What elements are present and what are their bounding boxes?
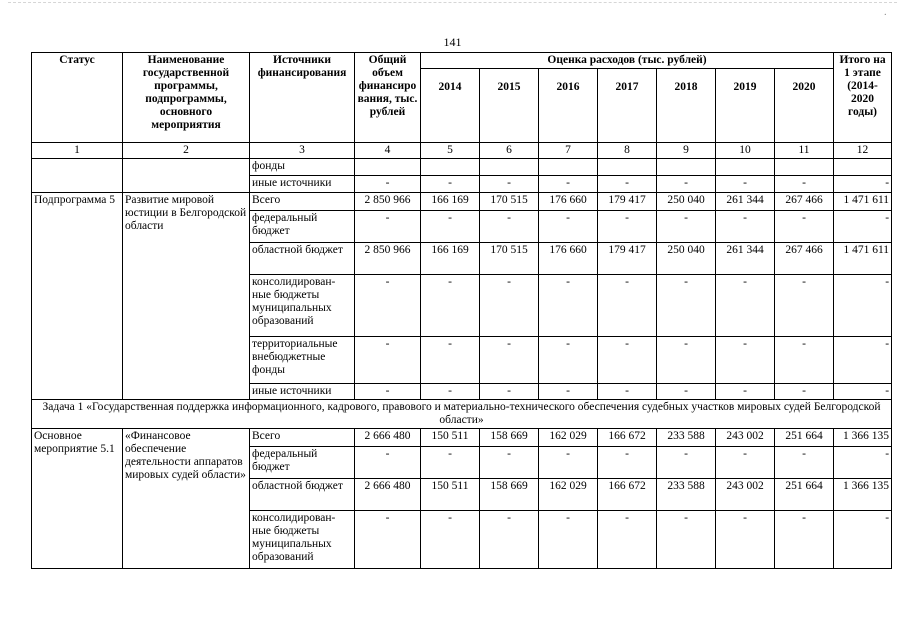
amount-cell: - (834, 275, 892, 337)
amount-cell: - (834, 447, 892, 479)
table-row (32, 159, 892, 176)
header-year: 2018 (657, 69, 716, 143)
amount-cell: - (716, 337, 775, 384)
scan-top-line (8, 2, 897, 3)
amount-cell: - (657, 211, 716, 243)
amount-cell: - (421, 447, 480, 479)
funding-source: иные источники (250, 176, 355, 193)
amount-cell: 150 511 (421, 429, 480, 447)
amount-cell: 162 029 (539, 479, 598, 511)
amount-cell: 243 002 (716, 429, 775, 447)
amount-cell: - (716, 447, 775, 479)
column-number: 1 (32, 143, 123, 159)
amount-cell: 251 664 (775, 479, 834, 511)
amount-cell: - (598, 384, 657, 400)
amount-cell (657, 159, 716, 176)
column-number: 11 (775, 143, 834, 159)
amount-cell: 179 417 (598, 193, 657, 211)
row-name (123, 159, 250, 193)
amount-cell: - (480, 384, 539, 400)
amount-cell: 1 471 611 (834, 193, 892, 211)
amount-cell: - (775, 384, 834, 400)
amount-cell: - (480, 337, 539, 384)
header-year: 2020 (775, 69, 834, 143)
header-year: 2016 (539, 69, 598, 143)
header-name: Наименование государственной программы, подпрограммы, основного мероприятия (123, 53, 250, 143)
amount-cell: - (539, 337, 598, 384)
amount-cell: - (657, 384, 716, 400)
row-status (32, 159, 123, 193)
amount-cell: - (834, 211, 892, 243)
header-year: 2014 (421, 69, 480, 143)
amount-cell: - (775, 211, 834, 243)
amount-cell (598, 159, 657, 176)
amount-cell: 2 666 480 (355, 479, 421, 511)
amount-cell: 261 344 (716, 193, 775, 211)
amount-cell: - (775, 176, 834, 193)
amount-cell: - (598, 337, 657, 384)
amount-cell: - (539, 211, 598, 243)
header-year: 2019 (716, 69, 775, 143)
funding-source: консолидирован-ные бюджеты муниципальных образований (250, 275, 355, 337)
header-year: 2017 (598, 69, 657, 143)
amount-cell: - (657, 275, 716, 337)
scan-corner-mark: · (883, 10, 887, 21)
amount-cell: - (421, 275, 480, 337)
table-row (32, 193, 892, 211)
amount-cell: - (355, 337, 421, 384)
amount-cell: - (355, 447, 421, 479)
amount-cell: - (598, 447, 657, 479)
amount-cell (355, 159, 421, 176)
amount-cell: 150 511 (421, 479, 480, 511)
amount-cell: - (775, 275, 834, 337)
amount-cell: - (598, 176, 657, 193)
amount-cell: - (716, 275, 775, 337)
header-status: Статус (32, 53, 123, 143)
amount-cell: - (716, 211, 775, 243)
amount-cell: 166 169 (421, 243, 480, 275)
amount-cell: - (355, 176, 421, 193)
column-number-row (32, 143, 892, 159)
amount-cell: - (775, 511, 834, 569)
amount-cell: - (480, 447, 539, 479)
funding-source: иные источники (250, 384, 355, 400)
task-description: Задача 1 «Государственная поддержка информационного, кадрового, правового и материально-технического обеспечения судебных участков мировых судей Белгородской области» (32, 400, 892, 429)
header-year: 2015 (480, 69, 539, 143)
amount-cell (775, 159, 834, 176)
amount-cell: - (657, 176, 716, 193)
amount-cell: 158 669 (480, 479, 539, 511)
row-status: Подпрограмма 5 (32, 193, 123, 400)
funding-source: Всего (250, 429, 355, 447)
amount-cell: - (834, 384, 892, 400)
amount-cell: - (775, 337, 834, 384)
budget-table (31, 52, 892, 569)
amount-cell: - (421, 511, 480, 569)
amount-cell: 166 672 (598, 429, 657, 447)
amount-cell: 166 672 (598, 479, 657, 511)
amount-cell: - (355, 384, 421, 400)
amount-cell: 250 040 (657, 243, 716, 275)
amount-cell: - (834, 511, 892, 569)
amount-cell: - (539, 447, 598, 479)
amount-cell: 2 850 966 (355, 243, 421, 275)
funding-source: консолидирован-ные бюджеты муниципальных образований (250, 511, 355, 569)
amount-cell: 1 366 135 (834, 429, 892, 447)
amount-cell: - (421, 211, 480, 243)
amount-cell: - (716, 511, 775, 569)
amount-cell: 170 515 (480, 243, 539, 275)
amount-cell: 267 466 (775, 193, 834, 211)
amount-cell: - (421, 176, 480, 193)
header-stage-total: Итого на 1 этапе (2014-2020 годы) (834, 53, 892, 143)
amount-cell: - (480, 211, 539, 243)
amount-cell: 2 666 480 (355, 429, 421, 447)
column-number: 2 (123, 143, 250, 159)
amount-cell: 251 664 (775, 429, 834, 447)
amount-cell: - (539, 275, 598, 337)
amount-cell: - (355, 211, 421, 243)
row-name: Развитие мировой юстиции в Белгородской области (123, 193, 250, 400)
amount-cell: - (834, 176, 892, 193)
amount-cell: - (480, 275, 539, 337)
column-number: 6 (480, 143, 539, 159)
amount-cell: 233 588 (657, 429, 716, 447)
funding-source: Всего (250, 193, 355, 211)
column-number: 10 (716, 143, 775, 159)
amount-cell (421, 159, 480, 176)
amount-cell: - (657, 337, 716, 384)
amount-cell: 2 850 966 (355, 193, 421, 211)
amount-cell: - (657, 511, 716, 569)
column-number: 7 (539, 143, 598, 159)
amount-cell: - (421, 337, 480, 384)
amount-cell: 1 471 611 (834, 243, 892, 275)
funding-source: федеральный бюджет (250, 211, 355, 243)
column-number: 3 (250, 143, 355, 159)
amount-cell: 261 344 (716, 243, 775, 275)
amount-cell (480, 159, 539, 176)
amount-cell: 250 040 (657, 193, 716, 211)
amount-cell: 1 366 135 (834, 479, 892, 511)
amount-cell: - (421, 384, 480, 400)
amount-cell: 176 660 (539, 193, 598, 211)
amount-cell: - (539, 511, 598, 569)
amount-cell: - (716, 176, 775, 193)
amount-cell (539, 159, 598, 176)
amount-cell: - (355, 511, 421, 569)
amount-cell: - (657, 447, 716, 479)
column-number: 9 (657, 143, 716, 159)
amount-cell: - (598, 275, 657, 337)
amount-cell: 243 002 (716, 479, 775, 511)
amount-cell: - (480, 176, 539, 193)
amount-cell: - (355, 275, 421, 337)
column-number: 8 (598, 143, 657, 159)
amount-cell (716, 159, 775, 176)
column-number: 4 (355, 143, 421, 159)
page-number: 141 (443, 35, 462, 49)
task-row (32, 400, 892, 429)
header-total: Общий объем финансиро вания, тыс. рублей (355, 53, 421, 143)
amount-cell: - (598, 211, 657, 243)
amount-cell: - (539, 384, 598, 400)
header-sources: Источники финансирования (250, 53, 355, 143)
amount-cell: 170 515 (480, 193, 539, 211)
amount-cell: - (834, 337, 892, 384)
amount-cell: - (480, 511, 539, 569)
amount-cell: - (775, 447, 834, 479)
amount-cell: - (598, 511, 657, 569)
amount-cell: 233 588 (657, 479, 716, 511)
amount-cell: 166 169 (421, 193, 480, 211)
funding-source: территориальные внебюджетные фонды (250, 337, 355, 384)
amount-cell: - (716, 384, 775, 400)
header-estimate: Оценка расходов (тыс. рублей) (421, 53, 834, 69)
amount-cell: 158 669 (480, 429, 539, 447)
column-number: 12 (834, 143, 892, 159)
row-name: «Финансовое обеспечение деятельности аппаратов мировых судей области» (123, 429, 250, 569)
funding-source: областной бюджет (250, 479, 355, 511)
amount-cell: 176 660 (539, 243, 598, 275)
amount-cell: 267 466 (775, 243, 834, 275)
funding-source: федеральный бюджет (250, 447, 355, 479)
table-row (32, 429, 892, 447)
amount-cell: - (539, 176, 598, 193)
funding-source: областной бюджет (250, 243, 355, 275)
funding-source: фонды (250, 159, 355, 176)
amount-cell: 179 417 (598, 243, 657, 275)
column-number: 5 (421, 143, 480, 159)
amount-cell: 162 029 (539, 429, 598, 447)
row-status: Основное мероприятие 5.1 (32, 429, 123, 569)
amount-cell (834, 159, 892, 176)
